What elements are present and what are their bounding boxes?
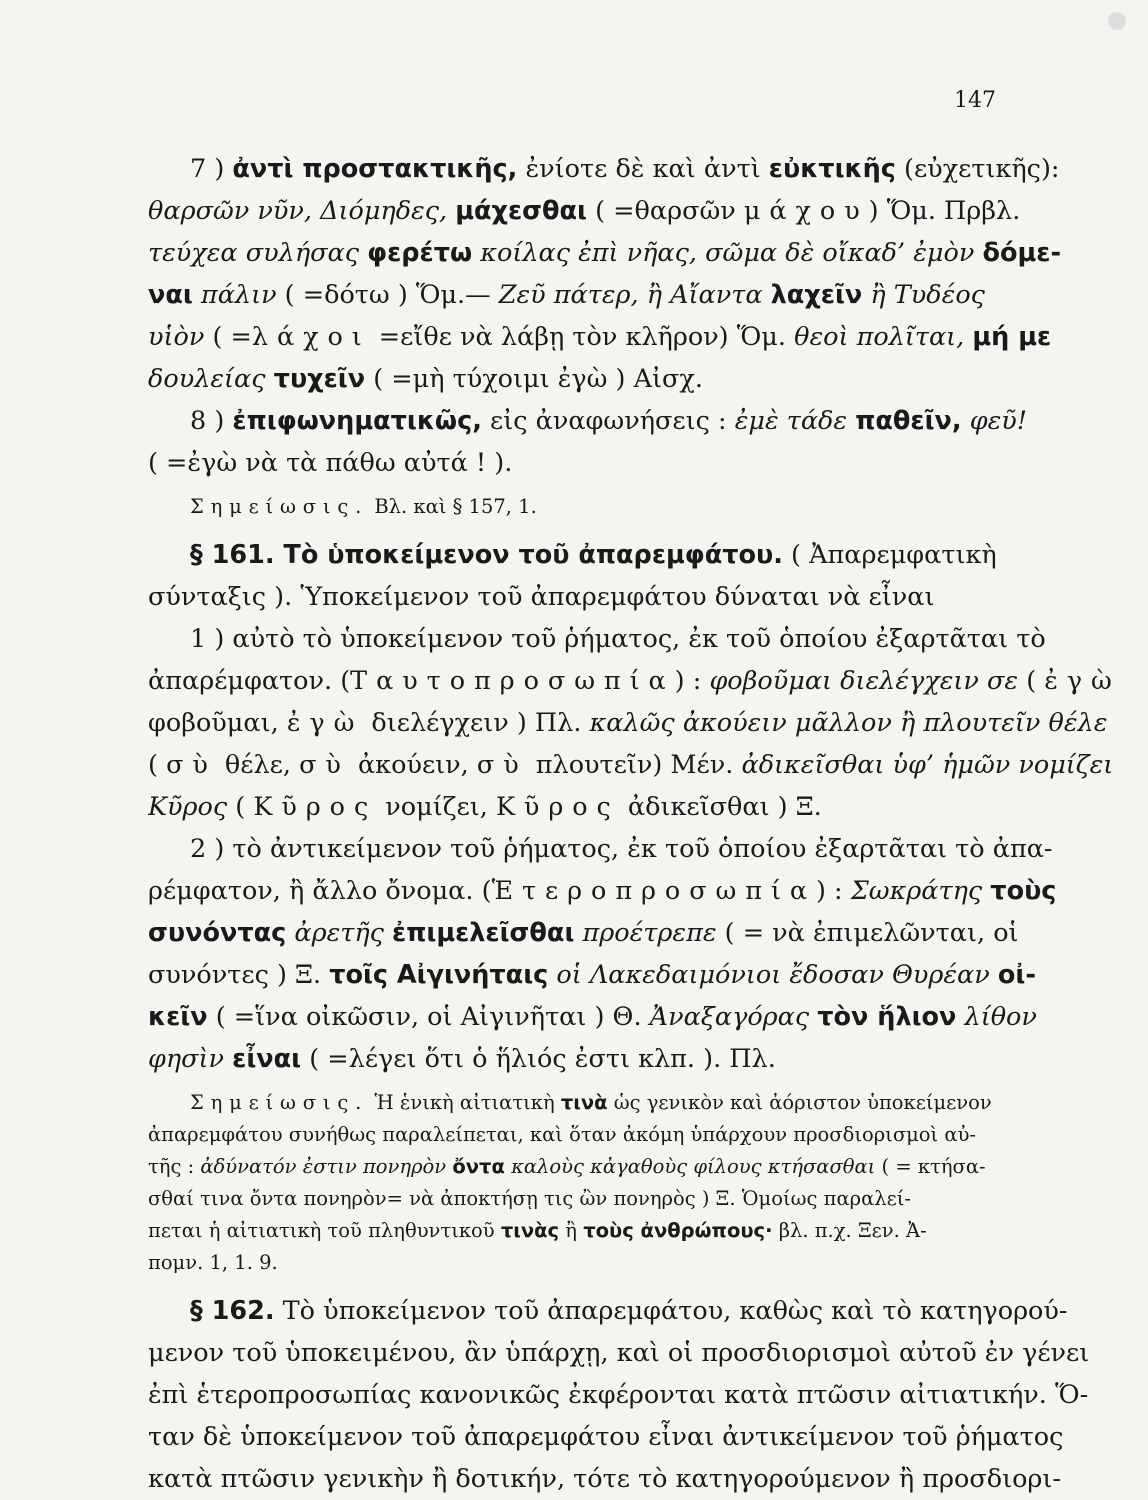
- text-segment: 2 ) τὸ ἀντικείμενον τοῦ ῥήματος, ἐκ τοῦ ὁποίου ἐξαρτᾶται τὸ ἀπα-: [190, 834, 1053, 864]
- text-line: [148, 1250, 278, 1276]
- text-segment: ἐπιφωνηματικῶς,: [232, 406, 482, 436]
- text-line: [148, 874, 1056, 908]
- text-segment: κοίλας ἐπὶ νῆας, σῶμα δὲ οἴκαδ’ ἐμὸν: [472, 238, 983, 268]
- text-segment: ( =ἐγὼ νὰ τὰ πάθω αὐτά ! ).: [148, 448, 513, 478]
- text-line: [148, 790, 822, 824]
- text-line: [148, 362, 703, 396]
- paper-stain: [1108, 12, 1126, 30]
- text-segment: 7 ): [190, 154, 233, 184]
- text-segment: βλ. π.χ. Ξεν. Ἀ-: [772, 1219, 927, 1242]
- text-segment: οἱ Λακεδαιμόνιοι ἔδοσαν Θυρέαν: [548, 960, 998, 990]
- text-segment: καλῶς ἀκούειν μᾶλλον ἢ πλουτεῖν θέλε: [589, 708, 1108, 738]
- text-segment: =εἴθε νὰ λάβῃ τὸν κλῆρον) Ὅμ.: [370, 322, 795, 352]
- text-segment: Κῦρος: [253, 792, 378, 822]
- text-line: [148, 706, 1107, 740]
- text-segment: ναι: [148, 280, 193, 310]
- text-segment: σὺ: [476, 750, 528, 780]
- text-line: [190, 538, 997, 572]
- text-segment: παθεῖν,: [855, 406, 962, 436]
- text-segment: Βλ. καὶ § 157, 1.: [368, 495, 537, 518]
- text-segment: συνόντας: [148, 918, 287, 948]
- text-line: [148, 1462, 1061, 1496]
- text-segment: Κῦρος: [495, 792, 620, 822]
- text-line: [190, 494, 537, 520]
- text-segment: ( =ἵνα οἰκῶσιν, οἱ Αἰγινῆται ) Θ.: [207, 1002, 650, 1032]
- text-segment: πεται ἡ αἰτιατικὴ τοῦ πληθυντικοῦ: [148, 1219, 501, 1242]
- text-segment: Ἡ ἑνικὴ αἰτιατικὴ: [368, 1091, 561, 1114]
- text-line: [148, 1336, 1089, 1370]
- text-segment: τινὰ: [560, 1091, 608, 1114]
- text-segment: πλουτεῖν) Μέν.: [527, 750, 742, 780]
- text-segment: ) Ὅμ. Πρβλ.: [868, 196, 1021, 226]
- text-segment: σθαί τινα ὄντα πονηρὸν= νὰ ἀποκτήσῃ τις ὢν πονηρὸς ) Ξ. Ὁμοίως παραλεί-: [148, 1187, 911, 1210]
- text-line: [148, 194, 1020, 228]
- text-line: [148, 1122, 976, 1148]
- text-segment: Σημείωσις.: [190, 495, 369, 518]
- text-line: [148, 1154, 986, 1180]
- text-segment: ( =δότω ) Ὅμ.—: [276, 280, 499, 310]
- text-segment: ἢ Τυδέος: [862, 280, 985, 310]
- text-segment: πομν. 1, 1. 9.: [148, 1251, 278, 1274]
- text-segment: Ζεῦ πάτερ, ἢ Αἴαντα: [498, 280, 771, 310]
- text-segment: φοβοῦμαι,: [148, 708, 287, 738]
- text-segment: τοῖς Αἰγινήταις: [329, 960, 549, 990]
- text-segment: τοὺς: [990, 876, 1057, 906]
- text-line: [148, 1378, 1088, 1412]
- text-line: [148, 278, 985, 312]
- text-segment: φερέτω: [367, 238, 473, 268]
- text-segment: τινὰς: [500, 1219, 560, 1242]
- text-line: [190, 1090, 992, 1116]
- text-segment: (εὐχετικῆς):: [895, 154, 1060, 184]
- text-segment: εὐκτικῆς: [768, 154, 896, 184]
- text-segment: Ταυτοπροσωπία: [350, 666, 675, 696]
- text-segment: δουλείας: [148, 364, 274, 394]
- text-segment: φησὶν: [148, 1044, 233, 1074]
- text-segment: ἐνίοτε δὲ καὶ ἀντὶ: [517, 154, 769, 184]
- text-segment: ( = νὰ ἐπιμελῶνται, οἱ: [716, 918, 1019, 948]
- text-segment: ( = κτήσα-: [875, 1155, 986, 1178]
- text-segment: πάλιν: [192, 280, 277, 310]
- text-segment: ταν δὲ ὑποκείμενον τοῦ ἀπαρεμφάτου εἶναι ἀντικείμενον τοῦ ῥήματος: [148, 1422, 1064, 1452]
- text-segment: ( =: [204, 322, 252, 352]
- text-segment: θέλε,: [216, 750, 300, 780]
- text-segment: ἀντὶ προστακτικῆς,: [232, 154, 518, 184]
- text-segment: τῆς :: [148, 1155, 201, 1178]
- text-line: [148, 1186, 911, 1212]
- text-segment: 1 ) αὐτὸ τὸ ὑποκείμενον τοῦ ῥήματος, ἐκ τοῦ ὁποίου ἐξαρτᾶται τὸ: [190, 624, 1046, 654]
- text-line: [148, 1218, 927, 1244]
- text-segment: ἀρετῆς: [286, 918, 393, 948]
- text-segment: τὸν ἥλιον: [817, 1002, 957, 1032]
- text-segment: ὄντα: [452, 1155, 505, 1178]
- text-segment: ρέμφατον, ἢ ἄλλο ὄνομα. (: [148, 876, 492, 906]
- text-segment: ἐγὼ: [286, 708, 364, 738]
- text-segment: μάχεσθαι: [455, 196, 587, 226]
- text-segment: μενον τοῦ ὑποκειμένου, ἂν ὑπάρχῃ, καὶ οἱ προσδιορισμοὶ αὐτοῦ ἐν γένει: [148, 1338, 1090, 1368]
- text-segment: εἰς ἀναφωνήσεις :: [481, 406, 735, 436]
- text-segment: (: [227, 792, 254, 822]
- text-segment: Σημείωσις.: [190, 1091, 369, 1114]
- text-segment: τεύχεα συλήσας: [148, 238, 368, 268]
- text-segment: Ἑτεροπροσωπία: [491, 876, 816, 906]
- text-segment: φοβοῦμαι διελέγχειν σε: [709, 666, 1019, 696]
- text-segment: ) :: [674, 666, 710, 696]
- text-segment: ἀκούειν,: [349, 750, 477, 780]
- text-line: [190, 1294, 1068, 1328]
- text-segment: σὺ: [166, 750, 217, 780]
- text-segment: διελέγχειν ) Πλ.: [363, 708, 590, 738]
- text-segment: (: [148, 750, 167, 780]
- text-segment: ἀδικεῖσθαι ) Ξ.: [619, 792, 822, 822]
- text-segment: κεῖν: [148, 1002, 208, 1032]
- text-segment: κατὰ πτῶσιν γενικὴν ἢ δοτικήν, τότε τὸ κατηγορούμενον ἢ προσδιορι-: [148, 1464, 1062, 1494]
- text-segment: ἀπαρέμφατον. (: [148, 666, 351, 696]
- text-segment: θεοὶ πολῖται,: [794, 322, 973, 352]
- text-line: [148, 320, 1051, 354]
- text-segment: (: [1018, 666, 1045, 696]
- text-segment: ἐπὶ ἑτεροπροσωπίας κανονικῶς ἐκφέρονται κατὰ πτῶσιν αἰτιατικήν. Ὅ-: [148, 1380, 1089, 1410]
- text-segment: ( Ἀπαρεμφατικὴ: [782, 540, 997, 570]
- text-segment: λαχεῖν: [770, 280, 863, 310]
- text-segment: Σωκράτης: [850, 876, 991, 906]
- text-segment: καλοὺς κἀγαθοὺς φίλους κτήσασθαι: [504, 1155, 876, 1178]
- text-line: [190, 832, 1053, 866]
- text-segment: Τὸ ὑποκείμενον τοῦ ἀπαρεμφάτου, καθὼς καὶ τὸ κατηγορού-: [274, 1296, 1068, 1326]
- text-segment: οἰ-: [997, 960, 1036, 990]
- text-segment: λάχοι: [251, 322, 371, 352]
- text-line: [190, 404, 1027, 438]
- text-segment: ἐμὲ τάδε: [734, 406, 856, 436]
- text-segment: ( =μὴ τύχοιμι ἐγὼ ) Αἰσχ.: [365, 364, 703, 394]
- text-segment: ἀπαρεμφάτου συνήθως παραλείπεται, καὶ ὅταν ἀκόμη ὑπάρχουν προσδιορισμοὶ αὐ-: [148, 1123, 977, 1146]
- text-segment: ἢ: [559, 1219, 584, 1242]
- text-segment: σύνταξις ). Ὑποκείμενον τοῦ ἀπαρεμφάτου δύναται νὰ εἶναι: [148, 582, 935, 612]
- text-segment: μή με: [972, 322, 1052, 352]
- text-segment: σὺ: [299, 750, 350, 780]
- text-segment: εἶναι: [232, 1044, 302, 1074]
- text-line: [148, 748, 1113, 782]
- text-line: [148, 1420, 1063, 1454]
- text-segment: τοὺς ἀνθρώπους·: [583, 1219, 773, 1242]
- text-line: [148, 1042, 776, 1076]
- text-line: [148, 916, 1019, 950]
- text-segment: ὡς γενικὸν καὶ ἀόριστον ὑποκείμενον: [607, 1091, 992, 1114]
- text-segment: συνόντες ) Ξ.: [148, 960, 330, 990]
- text-segment: νομίζει,: [377, 792, 496, 822]
- text-segment: ἀδικεῖσθαι ὑφ’ ἡμῶν νομίζει: [741, 750, 1114, 780]
- text-segment: δόμε-: [982, 238, 1062, 268]
- text-segment: υἱὸν: [148, 322, 205, 352]
- text-segment: θαρσῶν νῦν, Διόμηδες,: [148, 196, 456, 226]
- text-segment: προέτρεπε: [574, 918, 717, 948]
- text-segment: τυχεῖν: [273, 364, 366, 394]
- text-segment: ἀδύνατόν ἐστιν πονηρὸν: [200, 1155, 453, 1178]
- text-segment: ( =θαρσῶν: [587, 196, 744, 226]
- text-line: [190, 152, 1060, 186]
- text-segment: ) :: [816, 876, 851, 906]
- text-segment: 8 ): [190, 406, 233, 436]
- text-line: [148, 236, 1061, 270]
- text-line: [148, 446, 512, 480]
- page-number: 147: [954, 88, 996, 113]
- text-line: [148, 580, 934, 614]
- text-segment: § 162.: [190, 1296, 275, 1326]
- text-segment: λίθον: [956, 1002, 1037, 1032]
- text-segment: § 161. Τὸ ὑποκείμενον τοῦ ἀπαρεμφάτου.: [190, 540, 783, 570]
- text-segment: Ἀναξαγόρας: [649, 1002, 818, 1032]
- text-line: [148, 1000, 1037, 1034]
- text-segment: φεῦ!: [961, 406, 1028, 436]
- text-line: [190, 622, 1046, 656]
- text-segment: μάχου: [743, 196, 869, 226]
- text-line: [148, 664, 1121, 698]
- text-segment: Κῦρος: [148, 792, 228, 822]
- text-line: [148, 958, 1036, 992]
- text-segment: ( =λέγει ὅτι ὁ ἥλιός ἐστι κλπ. ). Πλ.: [301, 1044, 776, 1074]
- text-segment: ἐγὼ: [1044, 666, 1121, 696]
- text-segment: ἐπιμελεῖσθαι: [392, 918, 575, 948]
